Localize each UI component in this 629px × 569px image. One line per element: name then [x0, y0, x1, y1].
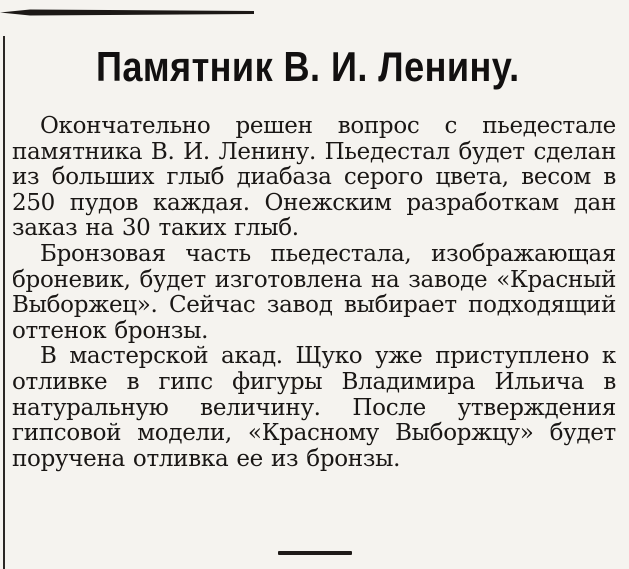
article-body: [12, 114, 616, 472]
article-paragraph-3: В мастерской акад. Щуко уже приступлено к отливке в гипс фигуры Владимира Ильича в натуральную величину. После утверждения гипсовой модели, «Красному Выборжцу» будет поручена отливка ее из бронзы.: [12, 343, 616, 472]
end-of-article-rule: [278, 551, 352, 555]
article-headline: Памятник В. И. Ленину.: [96, 43, 520, 90]
article-paragraph-2: Бронзовая часть пьедестала, изображающая броневик, будет изготовлена на заводе «Красный Выборжец». Сейчас завод выбирает подходящий оттенок бронзы.: [12, 240, 616, 344]
column-rule: [3, 36, 5, 569]
top-decorative-rule: [0, 9, 254, 16]
article-paragraph-1: Окончательно решен вопрос с пьедестале памятника В. И. Ленину. Пьедестал будет сделан из больших глыб диабаза серого цвета, весом в 250 пудов каждая. Онежским разработкам дан заказ на 30 таких глыб.: [12, 113, 616, 242]
